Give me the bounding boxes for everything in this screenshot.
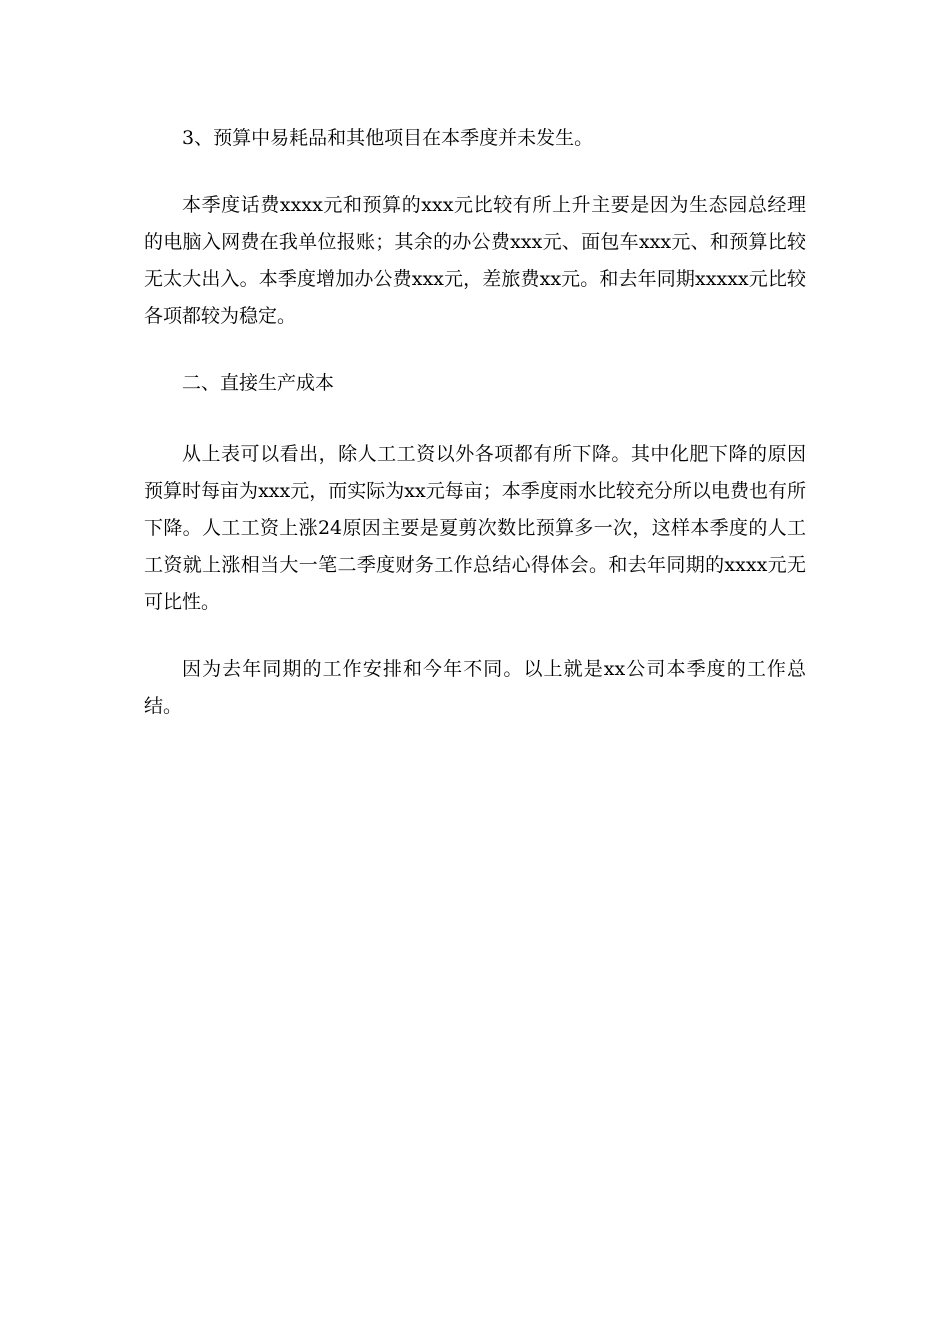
document-body — [144, 120, 806, 755]
paragraph-phone-fee: 本季度话费xxxx元和预算的xxx元比较有所上升主要是因为生态园总经理的电脑入网费在我单位报账；其余的办公费xxx元、面包车xxx元、和预算比较无太大出入。本季度增加办公费xxx元，差旅费xx元。和去年同期xxxxx元比较各项都较为稳定。 — [144, 194, 806, 327]
paragraph-item-3: 3、预算中易耗品和其他项目在本季度并未发生。 — [182, 127, 594, 149]
paragraph-cost-analysis: 从上表可以看出，除人工工资以外各项都有所下降。其中化肥下降的原因预算时每亩为xxx元，而实际为xx元每亩；本季度雨水比较充分所以电费也有所下降。人工工资上涨24原因主要是夏剪次数比预算多一次，这样本季度的人工工资就上涨相当大一笔二季度财务工作总结心得体会。和去年同期的xxxx元无可比性。 — [144, 443, 806, 613]
section-heading-direct-cost: 二、直接生产成本 — [182, 372, 335, 394]
paragraph-conclusion: 因为去年同期的工作安排和今年不同。以上就是xx公司本季度的工作总结。 — [144, 658, 806, 717]
